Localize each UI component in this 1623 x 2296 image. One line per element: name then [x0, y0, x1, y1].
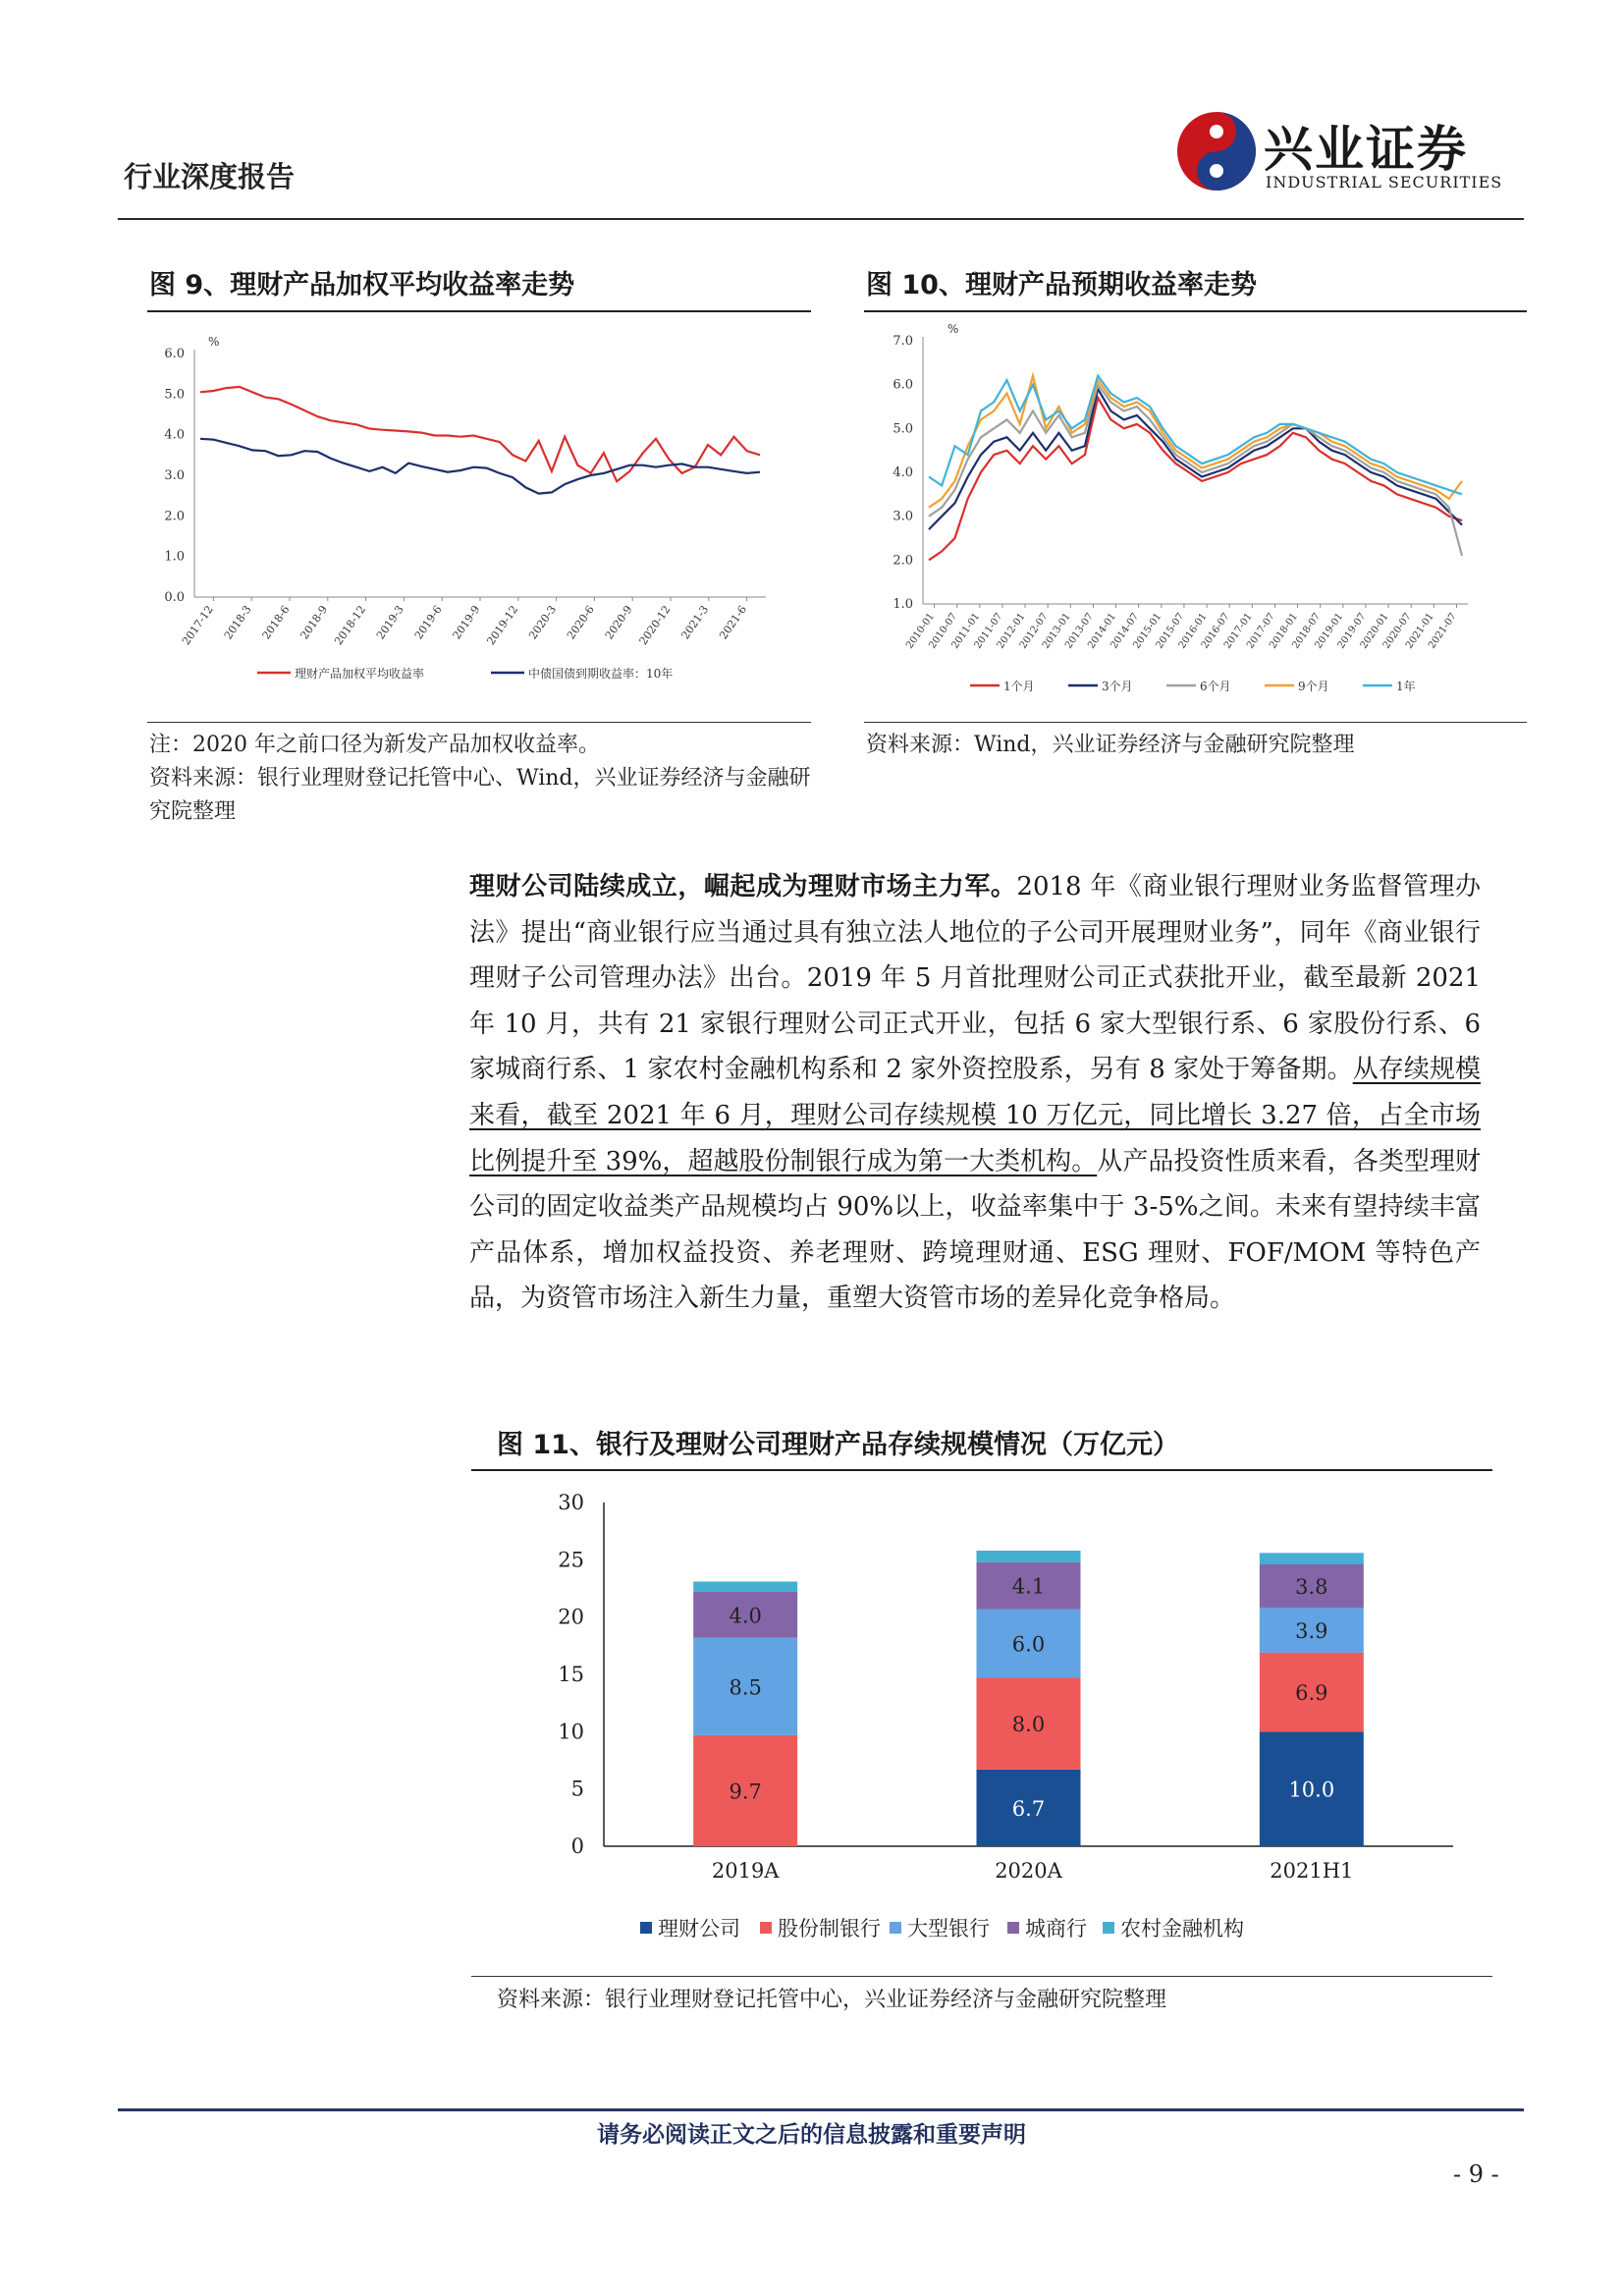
legend-label: 9个月: [1298, 680, 1329, 693]
y-tick-label: 5.0: [164, 387, 185, 403]
x-tick-label: 2017-12: [179, 603, 216, 648]
bar-segment: [1260, 1553, 1364, 1564]
legend-swatch: [760, 1922, 772, 1934]
x-tick-label: 2013-01: [1040, 611, 1073, 651]
x-tick-label: 2017-07: [1245, 611, 1277, 651]
fig9-line-chart: [147, 319, 811, 717]
legend-swatch: [890, 1922, 901, 1934]
legend-swatch: [640, 1922, 652, 1934]
x-tick-label: 2010-07: [927, 611, 960, 651]
bar-value-label: 8.0: [1011, 1713, 1046, 1737]
fig9-bottom-rule: [147, 722, 811, 723]
legend-label: 1年: [1396, 680, 1416, 693]
footer-divider: [118, 2108, 1524, 2111]
bar-value-label: 10.0: [1288, 1777, 1335, 1802]
x-tick-label: 2018-07: [1290, 611, 1324, 651]
x-tick-label: 2018-3: [221, 603, 254, 642]
series-line: [929, 376, 1462, 508]
x-tick-label: 2019-3: [374, 603, 406, 642]
y-tick-label: 0: [570, 1834, 584, 1858]
x-tick-label: 2019-07: [1335, 611, 1369, 651]
x-tick-label: 2018-12: [332, 603, 369, 648]
x-tick-label: 2012-01: [995, 611, 1028, 651]
fig11-stacked-bar-chart: [471, 1478, 1492, 1969]
x-tick-label: 2018-9: [298, 603, 331, 642]
x-tick-label: 2016-07: [1199, 611, 1232, 651]
bar-value-label: 4.1: [1011, 1574, 1046, 1599]
x-tick-label: 2013-07: [1063, 611, 1096, 651]
y-tick-label: 2.0: [164, 509, 185, 524]
x-tick-label: 2021-6: [717, 603, 750, 642]
paragraph-lead: 理财公司陆续成立，崛起成为理财市场主力军。: [469, 872, 1017, 902]
x-tick-label: 2018-01: [1268, 611, 1301, 651]
paragraph-part2: 从产品投资性质来看，各类型理财公司的固定收益类产品规模均占 90%以上，收益率集中于 3-5%之间。未来有望持续丰富产品体系，增加权益投资、养老理财、跨境理财通、ESG 理财、FOF/MOM 等特色产品，为资管市场注入新生力量，重塑大资管市场的差异化竞争格局。: [469, 1146, 1481, 1314]
page-number: - 9 -: [1453, 2160, 1499, 2188]
x-tick-label: 2011-01: [949, 611, 983, 651]
y-tick-label: 4.0: [164, 427, 185, 443]
x-tick-label: 2021-01: [1403, 611, 1436, 651]
y-tick-label: 4.0: [893, 465, 913, 480]
x-tick-label: 2020-01: [1358, 611, 1391, 651]
paragraph-underlined: 从存续规模来看，截至 2021 年 6 月，理财公司存续规模 10 万亿元，同比增长 3.27 倍，占全市场比例提升至 39%，超越股份制银行成为第一大类机构。: [469, 1055, 1481, 1176]
y-tick-label: 2.0: [893, 553, 913, 569]
y-axis-unit: %: [947, 322, 959, 336]
fig10-bottom-rule: [864, 722, 1527, 723]
x-tick-label: 2019-6: [411, 603, 445, 642]
y-tick-label: 15: [558, 1663, 584, 1686]
y-tick-label: 20: [558, 1605, 584, 1629]
bar-value-label: 8.5: [729, 1675, 762, 1700]
legend-swatch: [1007, 1922, 1019, 1934]
paragraph-part1: 2018 年《商业银行理财业务监督管理办法》提出“商业银行应当通过具有独立法人地位的子公司开展理财业务”，同年《商业银行理财子公司管理办法》出台。2019 年 5 月首批理财公司正式获批开业，截至最新 2021 年 10 月，共有 21 家银行理财公司正式开业，包括 6 家大型银行系、6 家股份行系、6 家城商行系、1 家农村金融机构系和 2 家外资控股系，另有 8 家处于筹备期。: [469, 872, 1481, 1085]
y-tick-label: 6.0: [164, 347, 185, 361]
x-tick-label: 2020-07: [1380, 611, 1414, 651]
bar-segment: [693, 1582, 797, 1593]
series-line: [929, 385, 1462, 556]
fig10-source: 资料来源：Wind，兴业证券经济与金融研究院整理: [866, 733, 1355, 757]
body-paragraph: [469, 864, 1481, 1322]
bar-value-label: 4.0: [729, 1604, 762, 1628]
x-tick-label: 2014-07: [1109, 611, 1142, 651]
x-tick-label: 2012-07: [1017, 611, 1051, 651]
header-divider: [118, 218, 1524, 220]
legend-label: 股份制银行: [778, 1917, 881, 1941]
x-tick-label: 2021-3: [678, 603, 712, 642]
legend-label: 大型银行: [907, 1917, 990, 1941]
x-tick-label: 2019-9: [450, 603, 483, 642]
x-tick-label: 2019-12: [484, 603, 521, 648]
x-tick-label: 2020-6: [565, 603, 597, 642]
fig11-title: 图 11、银行及理财公司理财产品存续规模情况（万亿元）: [497, 1430, 1179, 1460]
legend-label: 3个月: [1102, 680, 1133, 693]
x-tick-label: 2020A: [995, 1859, 1062, 1883]
fig9-source: 资料来源：银行业理财登记托管中心、Wind，兴业证券经济与金融研究院整理: [149, 766, 811, 824]
bar-value-label: 6.7: [1011, 1796, 1046, 1821]
y-tick-label: 25: [558, 1548, 584, 1572]
x-tick-label: 2014-01: [1086, 611, 1119, 651]
y-tick-label: 6.0: [893, 377, 913, 393]
y-tick-label: 1.0: [164, 549, 185, 565]
logo-chinese-name: 兴业证券: [1264, 121, 1468, 178]
y-tick-label: 7.0: [893, 334, 913, 349]
y-tick-label: 0.0: [164, 590, 185, 605]
legend-label: 理财公司: [658, 1917, 740, 1941]
y-tick-label: 3.0: [893, 509, 913, 524]
x-tick-label: 2019A: [711, 1859, 780, 1883]
x-tick-label: 2011-07: [972, 611, 1005, 651]
fig9-note: 注：2020 年之前口径为新发产品加权收益率。: [149, 733, 600, 757]
fig11-bottom-rule: [471, 1976, 1492, 1977]
y-tick-label: 10: [558, 1720, 584, 1744]
bar-value-label: 6.9: [1295, 1681, 1328, 1706]
legend-label: 6个月: [1200, 680, 1231, 693]
x-tick-label: 2021-07: [1427, 611, 1459, 651]
x-tick-label: 2020-3: [526, 603, 560, 642]
report-type: 行业深度报告: [124, 160, 296, 193]
fig10-line-chart: [864, 319, 1527, 717]
legend-label: 1个月: [1003, 680, 1035, 693]
x-tick-label: 2021H1: [1270, 1859, 1354, 1883]
fig10-title: 图 10、理财产品预期收益率走势: [866, 270, 1257, 301]
fig9-top-rule: [147, 310, 811, 312]
x-tick-label: 2020-9: [602, 603, 635, 642]
legend-label: 中债国债到期收益率：10年: [528, 667, 674, 681]
y-tick-label: 30: [558, 1491, 584, 1514]
x-tick-label: 2020-12: [636, 603, 674, 648]
company-logo: [1173, 108, 1527, 196]
x-tick-label: 2018-6: [259, 603, 293, 642]
fig9-title: 图 9、理财产品加权平均收益率走势: [149, 270, 575, 301]
fig10-top-rule: [864, 310, 1527, 312]
logo-mark-icon: [1173, 108, 1260, 194]
legend-label: 农村金融机构: [1120, 1917, 1244, 1941]
bar-value-label: 9.7: [729, 1779, 762, 1804]
x-tick-label: 2016-01: [1176, 611, 1210, 651]
legend-label: 城商行: [1025, 1917, 1087, 1941]
logo-english-name: INDUSTRIAL SECURITIES: [1266, 173, 1503, 191]
legend-label: 理财产品加权平均收益率: [295, 667, 425, 681]
legend-swatch: [1103, 1922, 1114, 1934]
y-tick-label: 5: [570, 1777, 584, 1801]
y-tick-label: 5.0: [893, 421, 913, 437]
fig11-top-rule: [471, 1469, 1492, 1471]
x-tick-label: 2015-07: [1154, 611, 1187, 651]
y-axis-unit: %: [208, 335, 220, 349]
bar-value-label: 3.8: [1295, 1575, 1328, 1600]
x-tick-label: 2017-01: [1221, 611, 1255, 651]
fig11-source: 资料来源：银行业理财登记托管中心，兴业证券经济与金融研究院整理: [497, 1988, 1167, 2012]
bar-value-label: 6.0: [1011, 1632, 1046, 1657]
y-tick-label: 1.0: [893, 597, 913, 612]
x-tick-label: 2010-01: [904, 611, 938, 651]
y-tick-label: 3.0: [164, 468, 185, 483]
bar-value-label: 3.9: [1295, 1619, 1328, 1644]
bar-segment: [977, 1551, 1081, 1562]
disclaimer-notice: 请务必阅读正文之后的信息披露和重要声明: [597, 2122, 1026, 2148]
x-tick-label: 2015-01: [1131, 611, 1164, 651]
x-tick-label: 2019-01: [1313, 611, 1346, 651]
